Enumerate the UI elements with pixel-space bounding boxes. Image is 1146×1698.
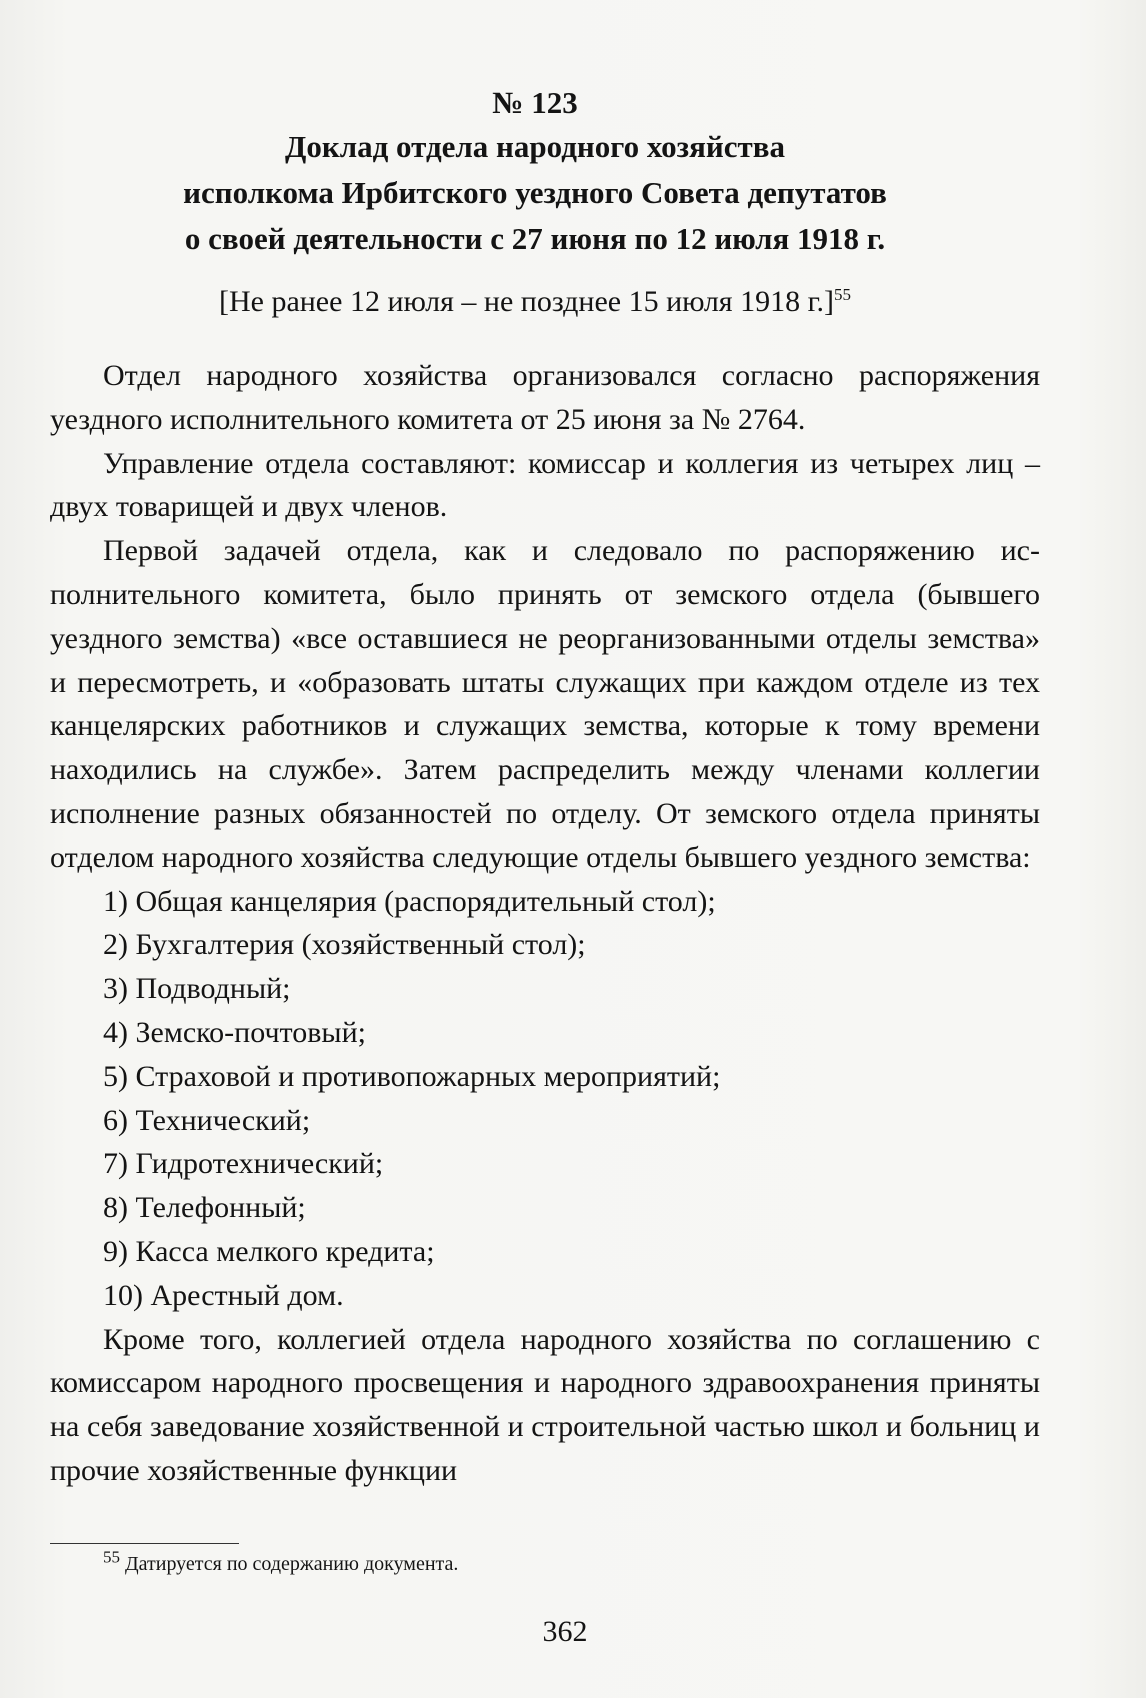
list-item: 7) Гидротехнический;	[103, 1147, 384, 1181]
document-title-line-2: исполкома Ирбитского уездного Совета депутатов	[183, 175, 887, 210]
document-date	[60, 282, 1010, 322]
date-text: [Не ранее 12 июля – не позднее 15 июля 1918 г.]	[218, 285, 835, 318]
page-number: 362	[542, 1615, 588, 1648]
body-paragraph: Первой задачей отдела, как и следовало по распоряжению исполнительного комитета, было принять от земского отдела (бывшего уездного земства) «все оставшиеся не реорганизованными отделы земства» и пересмотреть, и «образовать штаты служащих при каждом отделе из тех канцелярских работников и служащих земства, которые к тому времени находились на службе». Затем распределить между членами коллегии исполнение разных обязанностей по отделу. От земского отдела приняты отделом народного хозяйства следующие отделы бывшего уездного земства:	[50, 534, 1040, 874]
list-item: 10) Арестный дом.	[103, 1278, 344, 1312]
list-item: 8) Телефонный;	[103, 1191, 306, 1225]
list-item: 1) Общая канцелярия (распорядительный стол);	[103, 884, 716, 918]
document-title-line-1: Доклад отдела народного хозяйства	[285, 129, 785, 164]
document-title-line-3: о своей деятельности с 27 июня по 12 июля 1918 г.	[184, 221, 886, 256]
footnote	[103, 1547, 459, 1577]
list-item: 9) Касса мелкого кредита;	[103, 1234, 435, 1268]
document-number: № 123	[492, 85, 578, 120]
body-paragraph: Отдел народного хозяйства организовался согласно распоряжения уездного исполнительного комитета от 25 июня за № 2764.	[50, 359, 1040, 436]
list-item: 2) Бухгалтерия (хозяйственный стол);	[103, 928, 586, 962]
body-paragraph: Кроме того, коллегией отдела народного хозяйства по соглашению с комиссаром народного просвещения и народного здравоохранения приняты на себя заведование хозяйственной и строительной частью школ и больниц и прочие хозяйственные функции	[50, 1322, 1040, 1487]
date-footnote-ref: 55	[834, 285, 852, 304]
footnote-divider	[50, 1543, 239, 1544]
body-paragraph: Управление отдела составляют: комиссар и коллегия из четырех лиц – двух товарищей и двух членов.	[50, 446, 1040, 524]
list-item: 3) Подводный;	[103, 972, 291, 1006]
footnote-text: Датируется по содержанию документа.	[125, 1553, 459, 1575]
list-item: 4) Земско-почтовый;	[103, 1015, 366, 1049]
list-item: 5) Страховой и противопожарных мероприятий;	[103, 1059, 721, 1093]
document-body	[50, 354, 1040, 1493]
list-item: 6) Технический;	[103, 1103, 311, 1137]
footnote-number: 55	[103, 1547, 120, 1567]
departments-list	[50, 880, 1040, 1318]
